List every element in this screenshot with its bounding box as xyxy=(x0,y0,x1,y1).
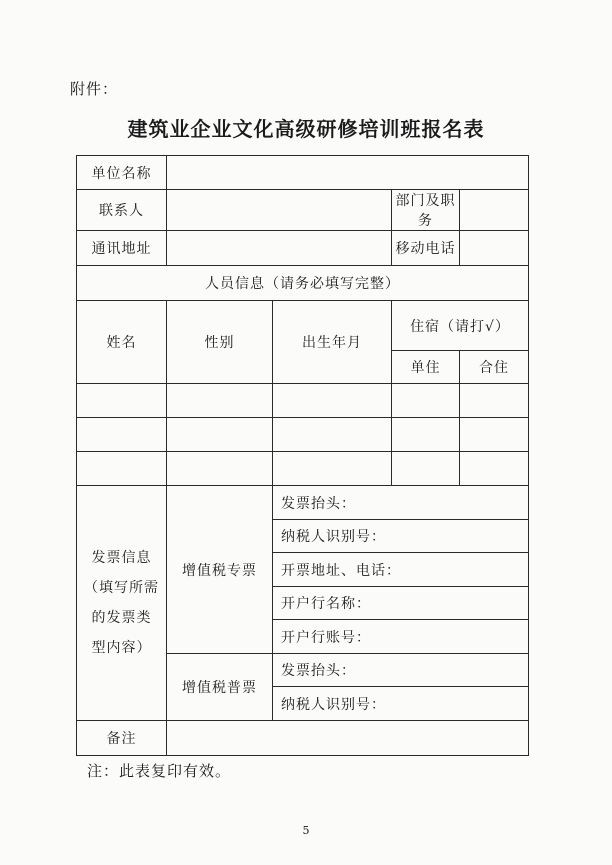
birth-cell[interactable] xyxy=(273,384,392,418)
invoice-label-line: （填写所需 xyxy=(84,580,159,596)
unit-name-label: 单位名称 xyxy=(77,156,167,190)
invoice-field-taxpayer-id[interactable]: 纳税人识别号： xyxy=(273,520,529,553)
unit-name-row xyxy=(77,156,529,190)
registration-form-table xyxy=(76,155,529,756)
col-single-header: 单住 xyxy=(392,351,460,384)
name-cell[interactable] xyxy=(77,452,167,486)
remarks-row xyxy=(77,721,529,756)
form-title: 建筑业企业文化高级研修培训班报名表 xyxy=(127,117,485,141)
vat-normal-label: 增值税普票 xyxy=(167,654,273,721)
mailing-address-field[interactable] xyxy=(167,231,392,266)
invoice-field-title[interactable]: 发票抬头： xyxy=(273,486,529,520)
mobile-phone-label: 移动电话 xyxy=(392,231,460,266)
personnel-header-row xyxy=(77,266,529,301)
invoice-label-line: 型内容） xyxy=(91,640,152,656)
personnel-entry-row xyxy=(77,418,529,452)
col-accommodation-header: 住宿（请打√） xyxy=(392,301,529,351)
col-shared-header: 合住 xyxy=(460,351,529,384)
contact-row xyxy=(77,190,529,231)
personnel-entry-row xyxy=(77,452,529,486)
invoice-label-line: 发票信息 xyxy=(91,550,152,566)
invoice-field-taxpayer-id[interactable]: 纳税人识别号： xyxy=(273,687,529,721)
vat-special-label: 增值税专票 xyxy=(167,486,273,654)
name-cell[interactable] xyxy=(77,384,167,418)
col-name-header: 姓名 xyxy=(77,301,167,384)
single-cell[interactable] xyxy=(392,384,460,418)
remarks-field[interactable] xyxy=(167,721,529,756)
personnel-info-header: 人员信息（请务必填写完整） xyxy=(77,266,529,301)
department-position-field[interactable] xyxy=(460,190,529,231)
personnel-entry-row xyxy=(77,384,529,418)
department-position-label: 部门及职务 xyxy=(392,190,460,231)
invoice-field-title[interactable]: 发票抬头： xyxy=(273,654,529,687)
remarks-label: 备注 xyxy=(77,721,167,756)
personnel-columns-row xyxy=(77,301,529,351)
single-cell[interactable] xyxy=(392,452,460,486)
single-cell[interactable] xyxy=(392,418,460,452)
gender-cell[interactable] xyxy=(167,418,273,452)
copy-validity-note: 注：此表复印有效。 xyxy=(87,762,232,780)
col-gender-header: 性别 xyxy=(167,301,273,384)
attachment-label: 附件： xyxy=(70,80,119,98)
birth-cell[interactable] xyxy=(273,452,392,486)
name-cell[interactable] xyxy=(77,418,167,452)
invoice-field-address-phone[interactable]: 开票地址、电话： xyxy=(273,553,529,587)
col-birth-header: 出生年月 xyxy=(273,301,392,384)
invoice-field-bank-name[interactable]: 开户行名称： xyxy=(273,587,529,620)
page-number: 5 xyxy=(302,824,310,837)
unit-name-field[interactable] xyxy=(167,156,529,190)
invoice-info-label xyxy=(77,486,167,721)
gender-cell[interactable] xyxy=(167,384,273,418)
contact-person-label: 联系人 xyxy=(77,190,167,231)
invoice-label-line: 的发票类 xyxy=(91,610,152,626)
address-row xyxy=(77,231,529,266)
contact-person-field[interactable] xyxy=(167,190,392,231)
invoice-row xyxy=(77,486,529,520)
gender-cell[interactable] xyxy=(167,452,273,486)
mailing-address-label: 通讯地址 xyxy=(77,231,167,266)
shared-cell[interactable] xyxy=(460,452,529,486)
mobile-phone-field[interactable] xyxy=(460,231,529,266)
invoice-field-bank-account[interactable]: 开户行账号： xyxy=(273,620,529,654)
shared-cell[interactable] xyxy=(460,384,529,418)
shared-cell[interactable] xyxy=(460,418,529,452)
birth-cell[interactable] xyxy=(273,418,392,452)
